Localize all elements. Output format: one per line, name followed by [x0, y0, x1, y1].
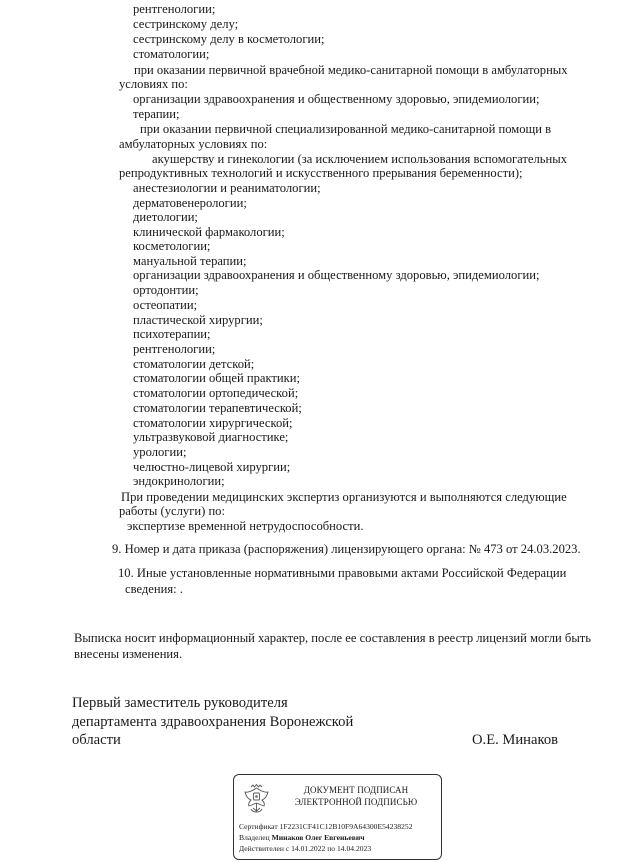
stamp-owner: [239, 833, 364, 843]
list-item: стоматологии хирургической;: [133, 416, 293, 430]
stamp-certificate: [239, 822, 413, 832]
paragraph-line: репродуктивных технологий и искусственного прерывания беременности);: [119, 166, 523, 180]
owner-value: Минаков Олег Евгеньевич: [271, 833, 365, 842]
paragraph-line: акушерству и гинекологии (за исключением использования вспомогательных: [152, 152, 568, 166]
list-item: стоматологии ортопедической;: [133, 386, 299, 400]
list-item: организации здравоохранения и общественному здоровью, эпидемиологии;: [133, 92, 540, 106]
note-line1: Выписка носит информационный характер, после ее составления в реестр лицензий могли быть: [74, 631, 592, 645]
list-item: ортодонтии;: [133, 283, 199, 297]
list-item: сестринскому делу;: [133, 17, 239, 31]
paragraph-line: условиях по:: [119, 77, 188, 91]
paragraph-line: амбулаторных условиях по:: [119, 137, 268, 151]
list-item: рентгенологии;: [133, 2, 216, 16]
list-item: урологии;: [133, 445, 187, 459]
stamp-heading: [278, 784, 434, 808]
signatory-title-line1: Первый заместитель руководителя: [72, 695, 288, 711]
list-item: анестезиологии и реаниматологии;: [133, 181, 321, 195]
list-item: диетологии;: [133, 210, 198, 224]
list-item: ультразвуковой диагностике;: [133, 430, 289, 444]
list-item: экспертизе временной нетрудоспособности.: [127, 519, 364, 533]
owner-label: Владелец: [239, 833, 270, 842]
paragraph-line: При проведении медицинских экспертиз организуются и выполняются следующие: [121, 490, 567, 504]
list-item: терапии;: [133, 107, 180, 121]
certificate-value: 1F2231CF41C12B10F9A64300E54238252: [279, 822, 413, 831]
paragraph-line: при оказании первичной специализированной медико-санитарной помощи в: [140, 122, 552, 136]
list-item: рентгенологии;: [133, 342, 216, 356]
e-signature-stamp: [233, 774, 442, 860]
list-item: стоматологии;: [133, 47, 210, 61]
list-item: дерматовенерологии;: [133, 196, 247, 210]
stamp-validity: Действителен с 14.01.2022 по 14.04.2023: [239, 844, 372, 853]
list-item: пластической хирургии;: [133, 313, 263, 327]
signatory-name: О.Е. Минаков: [472, 732, 559, 748]
list-item: остеопатии;: [133, 298, 198, 312]
list-item: организации здравоохранения и общественному здоровью, эпидемиологии;: [133, 268, 540, 282]
list-item: челюстно-лицевой хирургии;: [133, 460, 291, 474]
item-10-line2: сведения: .: [125, 582, 183, 596]
stamp-title-line2: ЭЛЕКТРОННОЙ ПОДПИСЬЮ: [294, 797, 418, 807]
note-line2: внесены изменения.: [74, 647, 183, 661]
paragraph-line: при оказании первичной врачебной медико-санитарной помощи в амбулаторных: [134, 63, 568, 77]
paragraph-line: работы (услуги) по:: [119, 504, 225, 518]
coat-of-arms-icon: [243, 783, 270, 817]
item-10-line1: 10. Иные установленные нормативными правовыми актами Российской Федерации: [118, 566, 567, 580]
list-item: психотерапии;: [133, 327, 211, 341]
list-item: стоматологии терапевтической;: [133, 401, 302, 415]
list-item: эндокринологии;: [133, 474, 225, 488]
list-item: стоматологии общей практики;: [133, 371, 301, 385]
item-9: 9. Номер и дата приказа (распоряжения) лицензирующего органа: № 473 от 24.03.2023.: [112, 542, 581, 556]
signatory-title-line3: области: [72, 732, 121, 748]
list-item: клинической фармакологии;: [133, 225, 285, 239]
list-item: сестринскому делу в косметологии;: [133, 32, 325, 46]
stamp-title-line1: ДОКУМЕНТ ПОДПИСАН: [303, 785, 409, 795]
list-item: мануальной терапии;: [133, 254, 247, 268]
certificate-label: Сертификат: [239, 822, 278, 831]
list-item: стоматологии детской;: [133, 357, 255, 371]
signatory-title-line2: департамента здравоохранения Воронежской: [72, 714, 354, 730]
list-item: косметологии;: [133, 239, 211, 253]
